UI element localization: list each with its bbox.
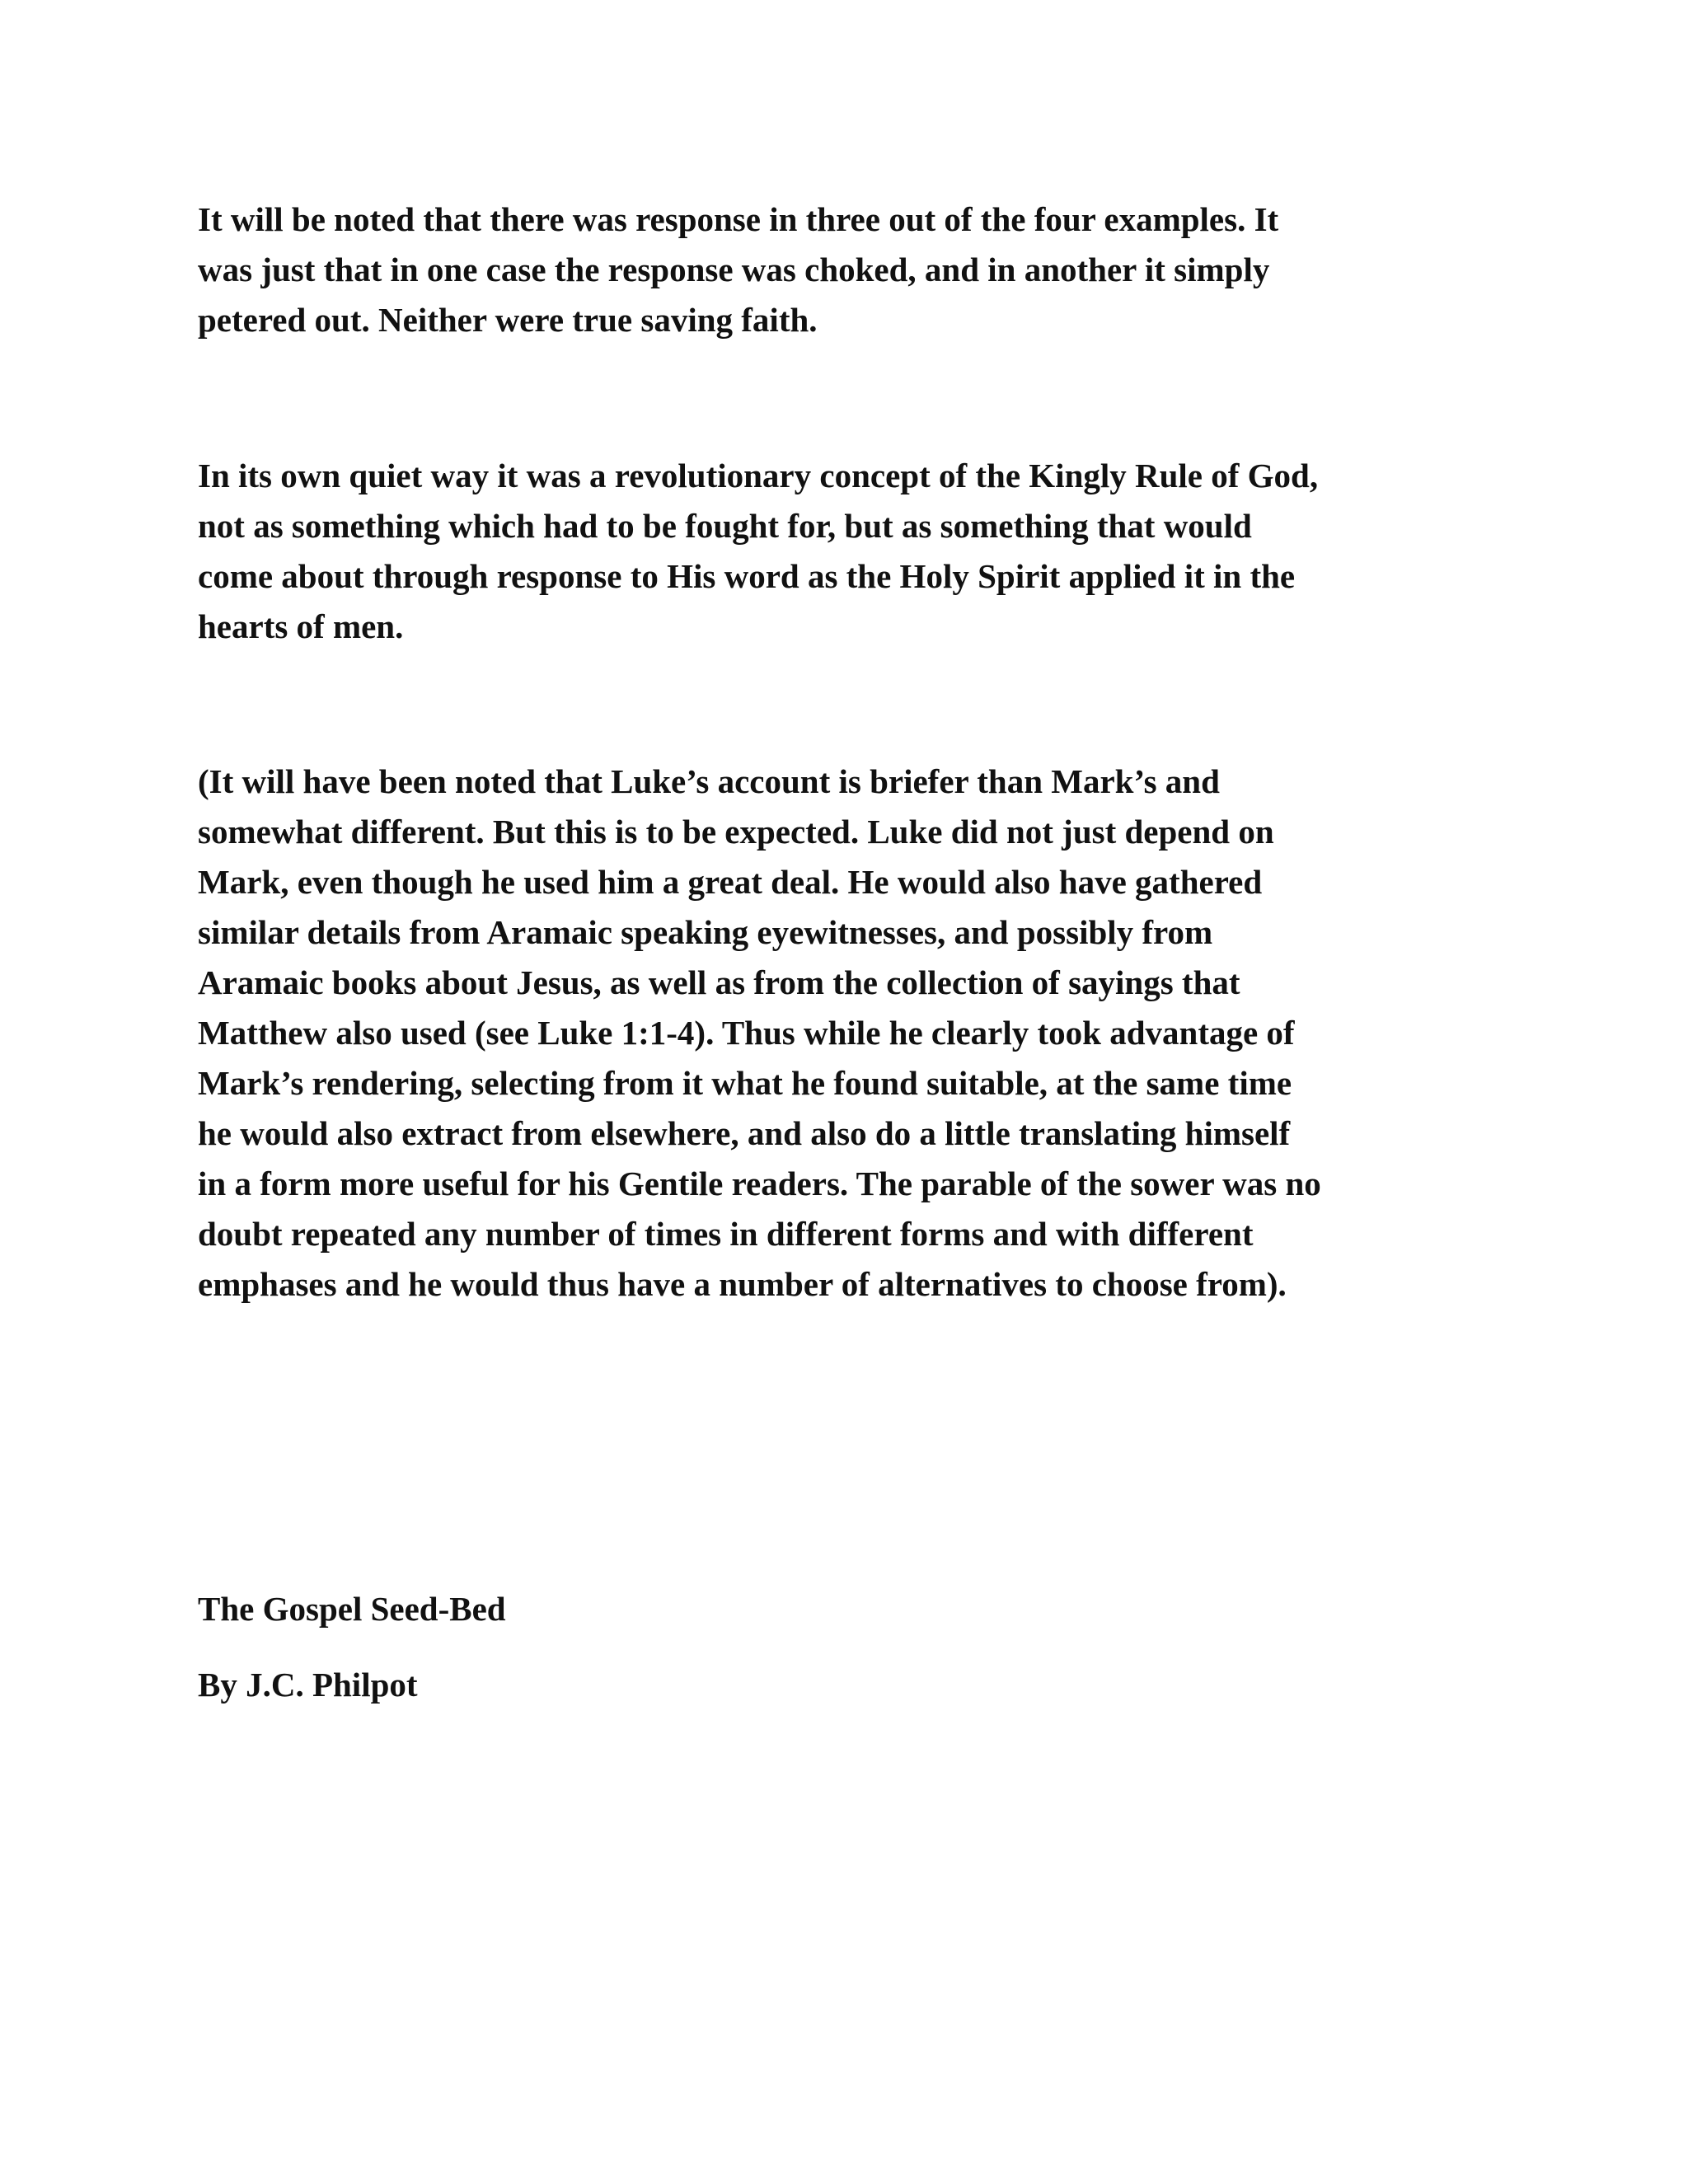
text-line: Mark, even though he used him a great deal. He would also have gathered — [198, 863, 1263, 901]
text-line: (It will have been noted that Luke’s account is briefer than Mark’s and — [198, 762, 1220, 800]
section-author-text: By J.C. Philpot — [198, 1666, 418, 1704]
section-title — [198, 1584, 1550, 1634]
paragraph-response — [198, 194, 1550, 345]
paragraph-kingly-rule — [198, 451, 1550, 652]
text-line: similar details from Aramaic speaking eyewitnesses, and possibly from — [198, 913, 1213, 951]
text-line: emphases and he would thus have a number of alternatives to choose from). — [198, 1265, 1287, 1303]
text-line: doubt repeated any number of times in different forms and with different — [198, 1215, 1254, 1253]
text-line: petered out. Neither were true saving faith. — [198, 301, 818, 339]
section-author — [198, 1660, 1550, 1710]
text-line: It will be noted that there was response in three out of the four examples. It — [198, 200, 1279, 238]
text-line: he would also extract from elsewhere, and also do a little translating himself — [198, 1114, 1291, 1152]
text-line: Mark’s rendering, selecting from it what he found suitable, at the same time — [198, 1064, 1292, 1102]
text-line: Aramaic books about Jesus, as well as from the collection of sayings that — [198, 963, 1240, 1001]
paragraph-luke-account — [198, 757, 1550, 1310]
text-line: in a form more useful for his Gentile readers. The parable of the sower was no — [198, 1165, 1321, 1202]
text-line: come about through response to His word as the Holy Spirit applied it in the — [198, 557, 1296, 595]
text-line: In its own quiet way it was a revolutionary concept of the Kingly Rule of God, — [198, 457, 1319, 494]
text-line: not as something which had to be fought for, but as something that would — [198, 507, 1252, 545]
text-line: Matthew also used (see Luke 1:1-4). Thus while he clearly took advantage of — [198, 1014, 1295, 1052]
section-title-text: The Gospel Seed-Bed — [198, 1590, 506, 1628]
text-line: was just that in one case the response was choked, and in another it simply — [198, 251, 1270, 288]
text-line: somewhat different. But this is to be expected. Luke did not just depend on — [198, 813, 1274, 851]
text-line: hearts of men. — [198, 607, 404, 645]
